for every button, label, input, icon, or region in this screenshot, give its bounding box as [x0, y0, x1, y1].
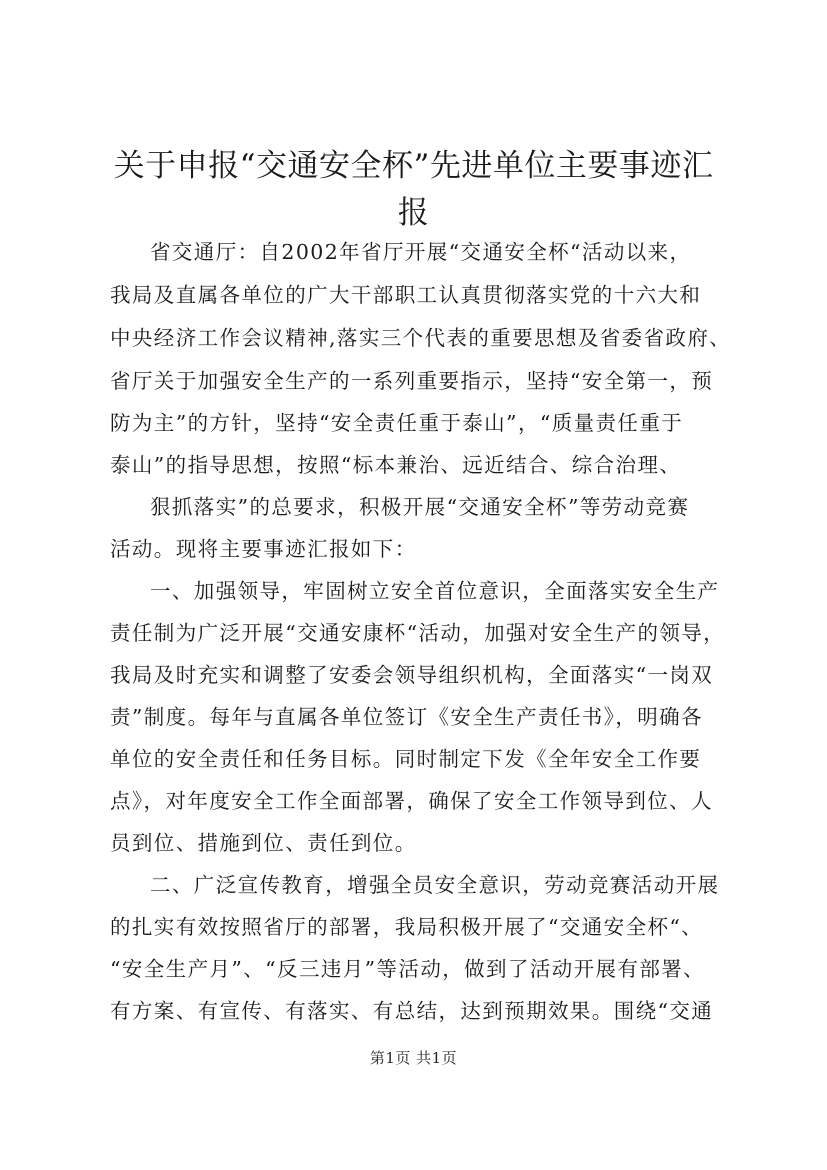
body-line: 省交通厅：自2002年省厅开展“交通安全杯“活动以来， [150, 240, 692, 264]
body-line: 点》，对年度安全工作全面部署，确保了安全工作领导到位、人 [110, 789, 713, 813]
body-line: 我局及时充实和调整了安委会领导组织机构，全面落实“一岗双 [110, 663, 714, 687]
body-line: “安全生产月”、“反三违月”等活动，做到了活动开展有部署、 [110, 957, 706, 981]
body-line: 泰山”的指导思想，按照“标本兼治、远近结合、综合治理、 [110, 453, 682, 477]
body-line: 一、加强领导，牢固树立安全首位意识，全面落实安全生产 [150, 579, 720, 603]
body-line: 省厅关于加强安全生产的一系列重要指示，坚持“安全第一，预 [110, 369, 714, 393]
body-line: 活动。现将主要事迹汇报如下： [110, 537, 417, 561]
body-line: 二、广泛宣传教育，增强全员安全意识，劳动竞赛活动开展 [150, 873, 720, 897]
body-line: 中央经济工作会议精神,落实三个代表的重要思想及省委省政府、 [110, 326, 732, 350]
body-line: 员到位、措施到位、责任到位。 [110, 831, 417, 855]
page-footer: 第1页 共1页 [369, 1049, 458, 1067]
body-line: 有方案、有宣传、有落实、有总结，达到预期效果。围绕“交通 [110, 999, 714, 1023]
body-line: 狠抓落实”的总要求，积极开展“交通安全杯”等劳动竞赛 [150, 495, 690, 519]
body-line: 我局及直属各单位的广大干部职工认真贯彻落实党的十六大和 [110, 283, 702, 307]
body-line: 单位的安全责任和任务目标。同时制定下发《全年安全工作要 [110, 747, 702, 771]
body-line: 责”制度。每年与直属各单位签订《安全生产责任书》，明确各 [110, 705, 703, 729]
body-line: 的扎实有效按照省厅的部署，我局积极开展了“交通安全杯“、 [110, 915, 704, 939]
document-title: 关于申报“交通安全杯”先进单位主要事迹汇报 [113, 148, 714, 231]
body-line: 责任制为广泛开展“交通安康杯“活动，加强对安全生产的领导， [110, 621, 726, 645]
body-line: 防为主”的方针，坚持“安全责任重于泰山”，“质量责任重于 [110, 411, 684, 435]
